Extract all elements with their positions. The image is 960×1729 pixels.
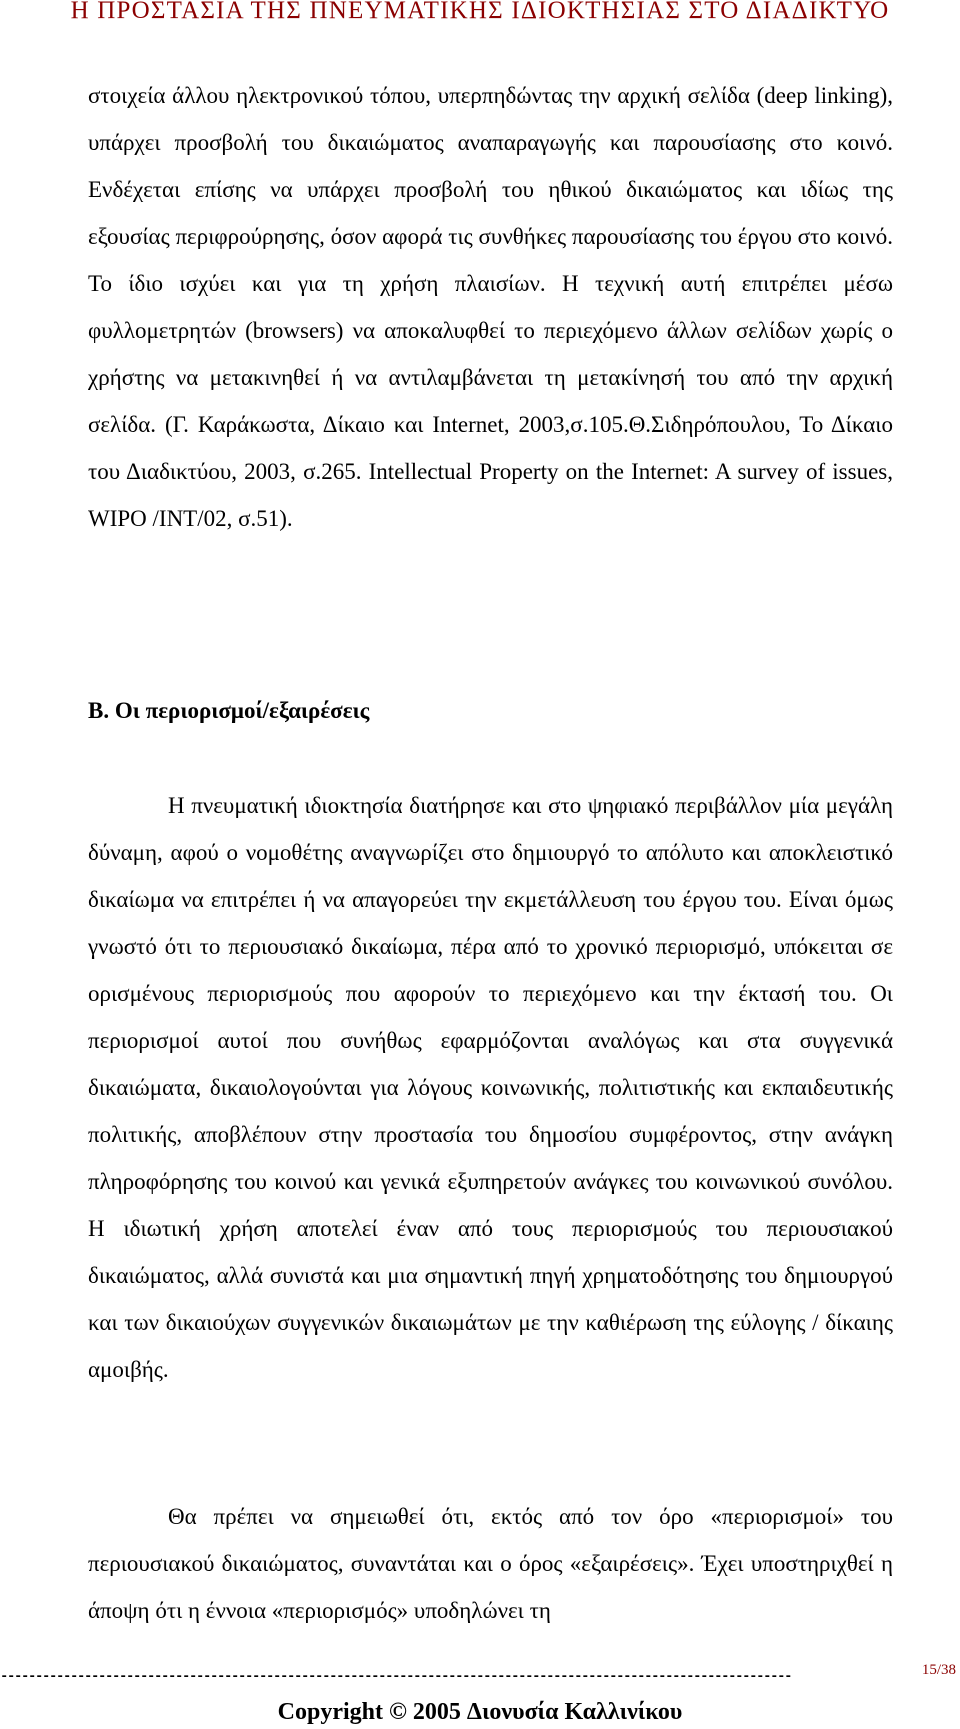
footer-dashed-rule: ----------------------------------------------------------------------------------------------------------------- (0, 1669, 792, 1685)
section-heading: Β. Οι περιορισμοί/εξαιρέσεις (88, 698, 370, 723)
footer-copyright: Copyright © 2005 Διονυσία Καλλινίκου (277, 1699, 683, 1725)
running-header-title: Η ΠΡΟΣΤΑΣΙΑ ΤΗΣ ΠΝΕΥΜΑΤΙΚΗΣ ΙΔΙΟΚΤΗΣΙΑΣ ΣΤΟ ΔΙΑΔΙΚΤΥΟ (70, 0, 890, 22)
body-paragraph-2: Η πνευματική ιδιοκτησία διατήρησε και στο ψηφιακό περιβάλλον μία μεγάλη δύναμη, αφού ο νομοθέτης αναγνωρίζει στο δημιουργό το απόλυτο και αποκλειστικό δικαίωμα να επιτρέπει ή να απαγορεύει την εκμετάλλευση του έργου του. Είναι όμως γνωστό ότι το περιουσιακό δικαίωμα, πέρα από το χρονικό περιορισμό, υπόκειται σε ορισμένους περιορισμούς που αφορούν το περιεχόμενο και την έκτασή του. Οι περιορισμοί αυτοί που συνήθως εφαρμόζονται αναλόγως και στα συγγενικά δικαιώματα, δικαιολογούνται για λόγους κοινωνικής, πολιτιστικής και εκπαιδευτικής πολιτικής, αποβλέπουν στην προστασία του δημοσίου συμφέροντος, στην ανάγκη πληροφόρησης του κοινού και γενικά εξυπηρετούν ανάγκες του κοινωνικού συνόλου. Η ιδιωτική χρήση αποτελεί έναν από τους περιορισμούς του περιουσιακού δικαιώματος, αλλά συνιστά και μια σημαντική πηγή χρηματοδότησης του δημιουργού και των δικαιούχων συγγενικών δικαιωμάτων με την καθιέρωση της εύλογης / δίκαιης αμοιβής. (88, 793, 893, 1382)
page-number: 15/38 (921, 1662, 956, 1678)
body-paragraph-3: Θα πρέπει να σημειωθεί ότι, εκτός από τον όρο «περιορισμοί» του περιουσιακού δικαιώματος, συναντάται και ο όρος «εξαιρέσεις». Έχει υποστηριχθεί η άποψη ότι η έννοια «περιορισμός» υποδηλώνει τη (88, 1504, 893, 1623)
body-paragraph-1: στοιχεία άλλου ηλεκτρονικού τόπου, υπερπηδώντας την αρχική σελίδα (deep linking), υπάρχει προσβολή του δικαιώματος αναπαραγωγής και παρουσίασης στο κοινό. Ενδέχεται επίσης να υπάρχει προσβολή του ηθικού δικαιώματος και ιδίως της εξουσίας περιφρούρησης, όσον αφορά τις συνθήκες παρουσίασης του έργου στο κοινό. Το ίδιο ισχύει και για τη χρήση πλαισίων. Η τεχνική αυτή επιτρέπει μέσω φυλλομετρητών (browsers) να αποκαλυφθεί το περιεχόμενο άλλων σελίδων χωρίς ο χρήστης να μετακινηθεί ή να αντιλαμβάνεται τη μετακίνησή του από την αρχική σελίδα. (Γ. Καράκωστα, Δίκαιο και Internet, 2003,σ.105.Θ.Σιδηρόπουλου, Το Δίκαιο του Διαδικτύου, 2003, σ.265. Intellectual Property on the Internet: A survey of issues, WIPO /INT/02, σ.51). (88, 83, 893, 531)
